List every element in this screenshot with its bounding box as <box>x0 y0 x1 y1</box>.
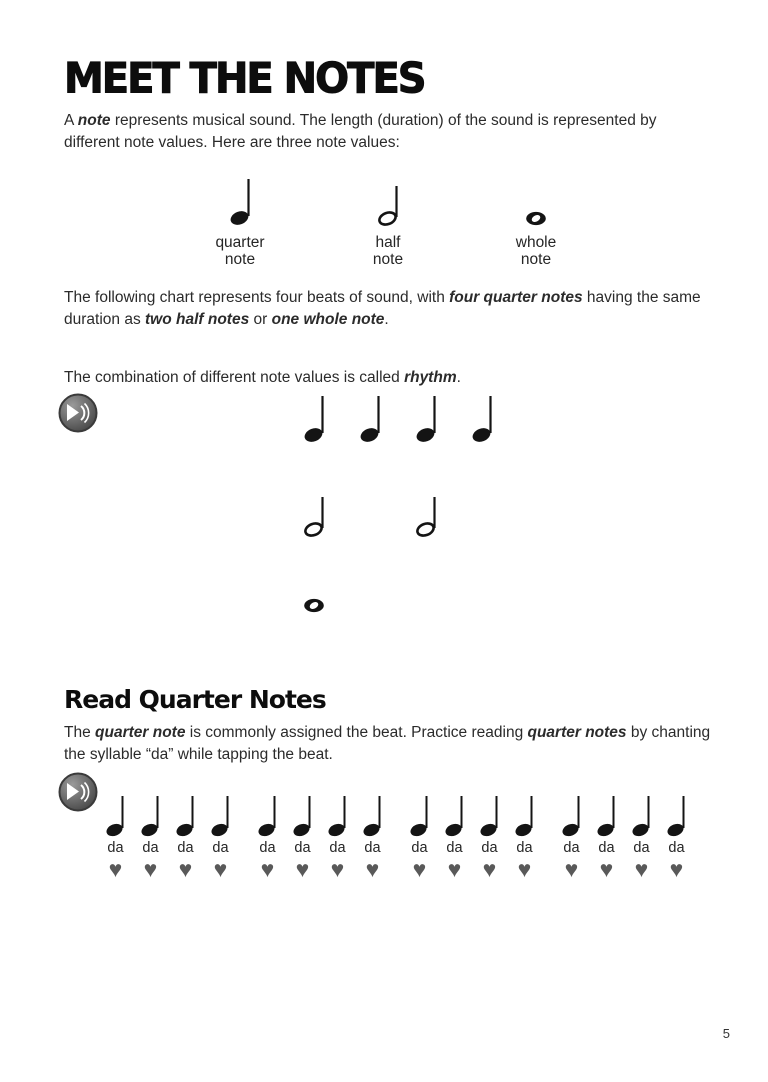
quarter-note-icon <box>175 794 196 837</box>
syllable-label: da <box>177 839 194 856</box>
heart-icon: ♥ <box>412 856 427 883</box>
quarter-note-icon <box>409 794 430 837</box>
quarter-note-icon <box>415 393 438 443</box>
quarter-note-icon <box>229 176 252 226</box>
whole-note-icon <box>525 211 547 226</box>
syllable-label: da <box>668 839 685 856</box>
beat-slot-4 <box>454 495 510 537</box>
quarter-note-icon <box>292 794 313 837</box>
half-note-icon <box>415 495 438 537</box>
syllable-label: da <box>516 839 533 856</box>
beat-column-2 <box>133 794 168 882</box>
quarter-note-label: quarter note <box>215 234 265 269</box>
quarter-note-icon <box>514 794 535 837</box>
heart-icon: ♥ <box>260 856 275 883</box>
syllable-label: da <box>411 839 428 856</box>
speaker-icon <box>58 772 98 812</box>
heart-icon: ♥ <box>365 856 380 883</box>
syllable-label: da <box>142 839 159 856</box>
beat-column-5 <box>250 794 285 882</box>
quarter-note-figure <box>229 170 252 226</box>
syllable-label: da <box>364 839 381 856</box>
quarter-note-icon <box>105 794 126 837</box>
heart-icon: ♥ <box>143 856 158 883</box>
quarter-note-icon <box>596 794 617 837</box>
syllable-label: da <box>212 839 229 856</box>
beat-column-1 <box>98 794 133 882</box>
syllable-label: da <box>107 839 124 856</box>
beat-slot-2 <box>342 597 398 613</box>
quarter-note-icon <box>561 794 582 837</box>
quarter-note-icon <box>359 393 382 443</box>
quarter-note-icon <box>471 393 494 443</box>
half-note-figure <box>377 170 400 226</box>
quarter-note-example <box>170 170 310 269</box>
beat-column-16 <box>659 794 694 882</box>
note-examples <box>170 170 712 269</box>
beat-column-11 <box>472 794 507 882</box>
beat-column-6 <box>285 794 320 882</box>
chart-intro-paragraph: The following chart represents four beats of sound, with four quarter notes having the same duration as two half notes or one whole note. <box>64 288 701 328</box>
heart-icon: ♥ <box>564 856 579 883</box>
quarter-note-row <box>286 393 712 443</box>
speaker-icon <box>58 393 98 433</box>
book-page <box>0 54 768 1082</box>
beat-slot-1 <box>286 393 342 443</box>
beat-chart <box>64 393 712 643</box>
beat-slot-1 <box>286 597 342 613</box>
beat-column-10 <box>437 794 472 882</box>
read-exercise <box>64 772 712 882</box>
heart-icon: ♥ <box>482 856 497 883</box>
intro-paragraph: A note represents musical sound. The length (duration) of the sound is represented by different note values. Here are three note values: <box>64 112 657 151</box>
whole-note-example <box>466 170 606 269</box>
syllable-label: da <box>446 839 463 856</box>
quarter-note-icon <box>444 794 465 837</box>
beat-column-12 <box>507 794 542 882</box>
heart-icon: ♥ <box>447 856 462 883</box>
beat-column-8 <box>355 794 390 882</box>
read-paragraph: The quarter note is commonly assigned the beat. Practice reading quarter notes by chanting the syllable “da” while tapping the beat. <box>64 723 711 763</box>
quarter-note-icon <box>303 393 326 443</box>
syllable-label: da <box>598 839 615 856</box>
beat-columns <box>98 794 694 882</box>
read-section-heading: Read Quarter Notes <box>64 684 326 714</box>
beat-column-15 <box>624 794 659 882</box>
heart-icon: ♥ <box>517 856 532 883</box>
whole-note-label: whole note <box>515 234 557 269</box>
quarter-note-icon <box>327 794 348 837</box>
syllable-label: da <box>563 839 580 856</box>
syllable-label: da <box>294 839 311 856</box>
whole-note-figure <box>525 170 547 226</box>
quarter-note-icon <box>140 794 161 837</box>
syllable-label: da <box>633 839 650 856</box>
quarter-note-icon <box>631 794 652 837</box>
whole-note-row <box>286 597 712 613</box>
quarter-note-icon <box>257 794 278 837</box>
quarter-note-icon <box>666 794 687 837</box>
heart-icon: ♥ <box>634 856 649 883</box>
page-title: MEET THE NOTES <box>64 54 425 103</box>
half-note-icon <box>303 495 326 537</box>
beat-column-14 <box>589 794 624 882</box>
half-note-example <box>318 170 458 269</box>
page-number: 5 <box>722 1026 730 1041</box>
beat-slot-1 <box>286 495 342 537</box>
half-note-label: half note <box>372 234 404 269</box>
audio-play-button[interactable] <box>58 772 98 812</box>
audio-play-button[interactable] <box>58 393 98 433</box>
beat-slot-2 <box>342 495 398 537</box>
heart-icon: ♥ <box>330 856 345 883</box>
beat-slot-4 <box>454 393 510 443</box>
heart-icon: ♥ <box>669 856 684 883</box>
beat-column-4 <box>203 794 238 882</box>
beat-slot-3 <box>398 393 454 443</box>
rhythm-paragraph: The combination of different note values is called rhythm. <box>64 368 461 386</box>
beat-slot-3 <box>398 495 454 537</box>
whole-note-icon <box>303 598 325 613</box>
beat-chart-rows <box>286 393 712 613</box>
beat-column-7 <box>320 794 355 882</box>
syllable-label: da <box>329 839 346 856</box>
syllable-label: da <box>481 839 498 856</box>
beat-column-9 <box>402 794 437 882</box>
half-note-row <box>286 495 712 537</box>
beat-column-3 <box>168 794 203 882</box>
beat-slot-2 <box>342 393 398 443</box>
quarter-note-icon <box>479 794 500 837</box>
heart-icon: ♥ <box>178 856 193 883</box>
heart-icon: ♥ <box>213 856 228 883</box>
beat-slot-3 <box>398 597 454 613</box>
heart-icon: ♥ <box>295 856 310 883</box>
quarter-note-icon <box>362 794 383 837</box>
beat-slot-4 <box>454 597 510 613</box>
heart-icon: ♥ <box>599 856 614 883</box>
beat-column-13 <box>554 794 589 882</box>
syllable-label: da <box>259 839 276 856</box>
heart-icon: ♥ <box>108 856 123 883</box>
half-note-icon <box>377 184 400 226</box>
quarter-note-icon <box>210 794 231 837</box>
